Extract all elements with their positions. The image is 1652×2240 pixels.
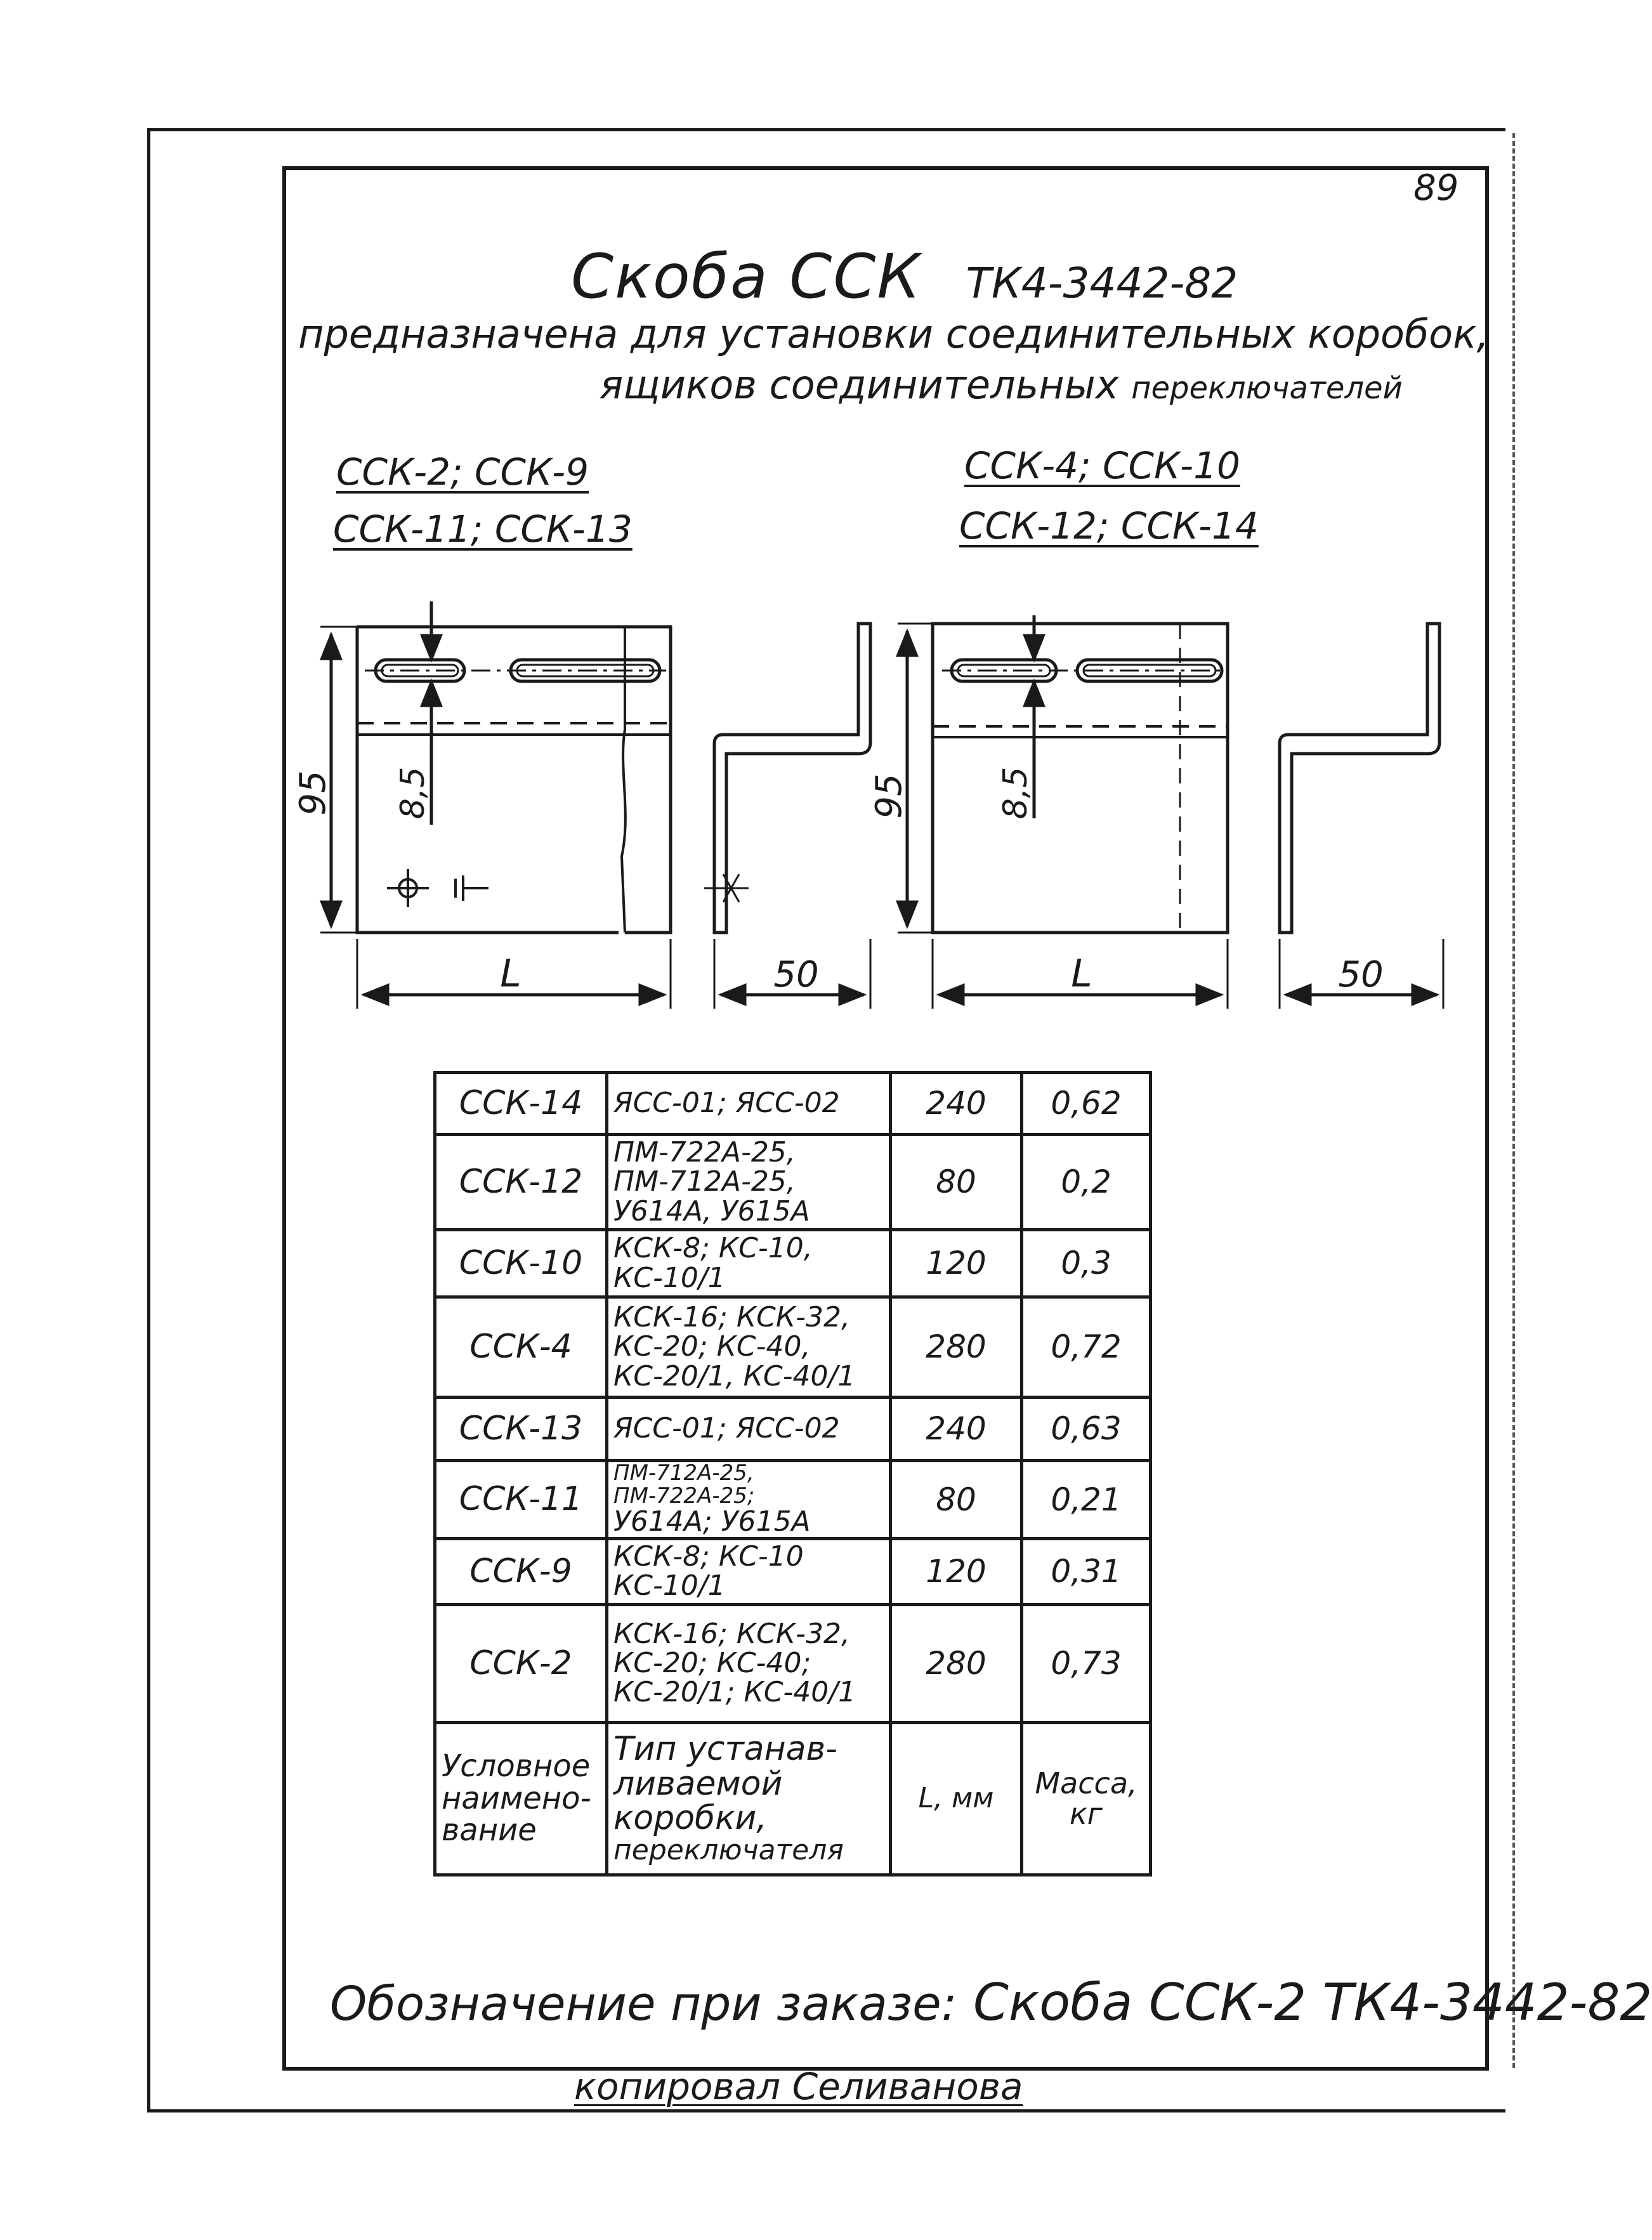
cell-type [607,1398,891,1461]
type-line: У614А, У615А [613,1195,810,1228]
earth-symbol [387,869,488,907]
purpose-line-1: предназначена для установки соединительных коробок, [298,311,1490,357]
type-line: ЯСС-01; ЯСС-02 [613,1087,840,1120]
cell-length: 120 [891,1538,1022,1604]
table-row [435,1604,1151,1722]
header-line: Условное [442,1748,591,1785]
cell-length: 80 [891,1135,1022,1230]
cell-name: ССК-9 [435,1538,607,1604]
type-line: КС-20; КС-40, [613,1330,811,1363]
cell-mass: 0,31 [1022,1538,1151,1604]
header-line: ливаемой [613,1764,783,1803]
cell-type [607,1538,891,1604]
cell-name: ССК-14 [435,1073,607,1135]
cell-mass: 0,3 [1022,1230,1151,1297]
table-row [435,1073,1151,1135]
cell-mass: 0,2 [1022,1135,1151,1230]
table-row [435,1297,1151,1398]
dim-length-left: L [500,952,521,996]
type-line: ПМ-722А-25, [613,1136,796,1169]
type-line: КСК-8; КС-10 [613,1540,804,1573]
page-number: 89 [1413,167,1459,209]
type-line: ПМ-712А-25, [613,1165,796,1198]
cell-name: ССК-12 [435,1135,607,1230]
header-name [435,1722,607,1875]
header-line: переключателя [613,1833,844,1866]
order-value: Скоба ССК-2 ТК4-3442-82 [973,1973,1652,2032]
cell-mass: 0,73 [1022,1604,1151,1722]
variant-right-line-1: ССК-4; ССК-10 [964,444,1240,487]
title-main: Скоба ССК [571,241,922,312]
table-row [435,1461,1151,1539]
type-line: ПМ-712А-25, ПМ-722А-25; [613,1460,755,1509]
cell-mass: 0,72 [1022,1297,1151,1398]
type-line: КС-20; КС-40; [613,1646,811,1679]
header-type [607,1722,891,1875]
cell-type [607,1461,891,1539]
header-line: наимено- [442,1780,591,1816]
type-line: КС-20/1, КС-40/1 [613,1359,856,1392]
left-side-view [704,624,870,1009]
cell-length: 240 [891,1073,1022,1135]
type-line: КСК-16; КСК-32, [613,1301,850,1334]
cell-mass: 0,62 [1022,1073,1151,1135]
cell-type [607,1073,891,1135]
dim-slot-left: 8,5 [394,766,432,820]
order-label: Обозначение при заказе: [330,1977,957,2031]
cell-length: 280 [891,1604,1022,1722]
table-header-row [435,1722,1151,1875]
cell-length: 80 [891,1461,1022,1539]
cell-type [607,1230,891,1297]
cell-type [607,1135,891,1230]
cell-length: 120 [891,1230,1022,1297]
table-row [435,1398,1151,1461]
type-line: ЯСС-01; ЯСС-02 [613,1412,840,1445]
dim-depth-right: 50 [1338,954,1384,995]
dim-length-right: L [1071,952,1092,996]
purpose-line-2-small: переключателей [1131,370,1403,406]
type-line: КС-20/1; КС-40/1 [613,1676,856,1709]
right-front-view [898,615,1228,1009]
dim-slot-right: 8,5 [997,766,1035,820]
variant-left-line-1: ССК-2; ССК-9 [336,450,589,494]
bracket-drawings [0,0,1560,1078]
cell-length: 280 [891,1297,1022,1398]
order-designation [330,1973,1652,2032]
cell-type [607,1297,891,1398]
dim-height-right: 95 [869,773,910,819]
table-row [435,1135,1151,1230]
cell-name: ССК-11 [435,1461,607,1539]
specification-table [433,1071,1152,1876]
header-line: Тип устанав- [613,1730,837,1769]
cell-length: 240 [891,1398,1022,1461]
table-row [435,1230,1151,1297]
cell-name: ССК-2 [435,1604,607,1722]
type-line: КС-10/1 [613,1261,726,1294]
cell-name: ССК-10 [435,1230,607,1297]
type-line: У614А; У615А [613,1505,811,1538]
copied-by: копировал Селиванова [574,2065,1023,2108]
header-length: L, мм [891,1722,1022,1875]
cell-mass: 0,21 [1022,1461,1151,1539]
right-side-view [1280,624,1443,1009]
title-code: ТК4-3442-82 [966,259,1238,308]
type-line: КСК-8; КС-10, [613,1232,813,1265]
header-line: Масса, [1035,1765,1137,1800]
cell-name: ССК-4 [435,1297,607,1398]
cell-type [607,1604,891,1722]
header-line: коробки, [613,1799,767,1838]
table-row [435,1538,1151,1604]
variant-right-line-2: ССК-12; ССК-14 [959,504,1259,547]
purpose-line-2-main: ящиков соединительных [600,362,1119,408]
type-line: КСК-16; КСК-32, [613,1617,850,1650]
type-line: КС-10/1 [613,1569,726,1602]
cell-name: ССК-13 [435,1398,607,1461]
dim-depth-left: 50 [773,954,819,995]
variant-left-line-2: ССК-11; ССК-13 [333,508,633,551]
cell-mass: 0,63 [1022,1398,1151,1461]
left-front-view [320,601,671,1009]
header-mass [1022,1722,1151,1875]
header-line: вание [442,1812,537,1849]
header-line: кг [1070,1797,1103,1831]
dim-height-left: 95 [292,770,334,816]
